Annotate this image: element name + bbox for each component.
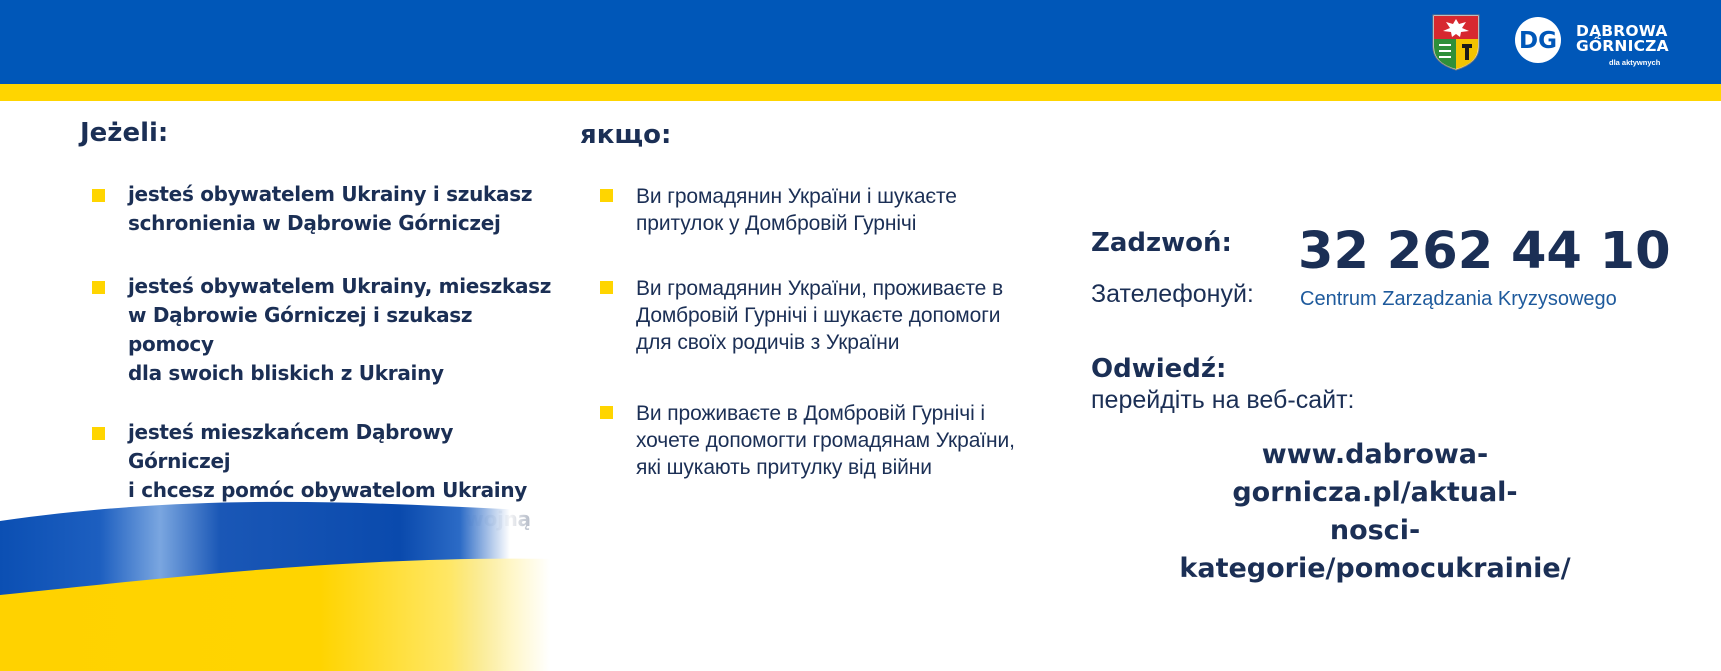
- crisis-center-name: Centrum Zarządzania Kryzysowego: [1300, 288, 1617, 310]
- visit-label-ukrainian: перейдіть на веб-сайт:: [1091, 386, 1355, 414]
- bullet-icon: [600, 406, 613, 419]
- dabrowa-gornicza-logo: [1514, 16, 1674, 68]
- bullet-icon: [600, 281, 613, 294]
- bullet-icon: [600, 189, 613, 202]
- top-yellow-stripe: [0, 84, 1721, 101]
- ukrainian-list: [600, 183, 1070, 481]
- logo-monogram: DG: [1519, 28, 1557, 54]
- polish-list: [92, 180, 562, 534]
- item-line: jesteś mieszkańcem Dąbrowy Górniczej: [128, 420, 454, 473]
- logo-name: [1576, 24, 1669, 54]
- list-item: [92, 272, 562, 388]
- item-line: які шукають притулку від війни: [636, 456, 932, 479]
- bullet-icon: [92, 189, 105, 202]
- website-link-line1: www.dabrowa-gornicza.pl/aktual-: [1232, 439, 1518, 508]
- item-line: хочете допомогти громадянам України,: [636, 429, 1015, 452]
- list-item: [600, 275, 1070, 356]
- list-item: [600, 183, 1070, 237]
- item-line: Ви проживаєте в Домбровій Гурнічі і: [636, 402, 985, 425]
- item-line: притулок у Домбровій Гурнічі: [636, 212, 917, 235]
- item-line: Ви громадянин України і шукаєте: [636, 185, 957, 208]
- item-line: dla swoich bliskich z Ukrainy: [128, 361, 444, 385]
- heading-ukrainian: якщо:: [580, 120, 672, 150]
- item-line: i chcesz pomóc obywatelom Ukrainy: [128, 478, 528, 502]
- item-line: Ви громадянин України, проживаєте в: [636, 277, 1004, 300]
- ukrainian-flag-wave: [0, 495, 1721, 671]
- logo-name-line2: GÓRNICZA: [1576, 37, 1669, 55]
- bullet-icon: [92, 281, 105, 294]
- logo-name-line1: DĄBROWA: [1576, 22, 1668, 40]
- dg-logo-icon: [1514, 16, 1562, 64]
- visit-label: Odwiedź:: [1091, 354, 1227, 384]
- logo-tagline: dla aktywnych: [1609, 58, 1661, 67]
- item-line: Домбровій Гурнічі і шукаєте допомоги: [636, 304, 1001, 327]
- website-link-line2: nosci-kategorie/pomocukrainie/: [1179, 515, 1571, 584]
- list-item: [92, 180, 562, 238]
- item-line: schronienia w Dąbrowie Górniczej: [128, 211, 501, 235]
- coat-of-arms-icon: [1431, 13, 1481, 71]
- phone-number[interactable]: 32 262 44 10: [1298, 222, 1671, 281]
- call-label: Zadzwoń:: [1091, 228, 1232, 258]
- item-line: для своїх родичів з України: [636, 331, 900, 354]
- item-line: jesteś obywatelem Ukrainy, mieszkasz: [128, 274, 552, 298]
- bullet-icon: [92, 427, 105, 440]
- item-line: jesteś obywatelem Ukrainy i szukasz: [128, 182, 533, 206]
- item-line: w Dąbrowie Górniczej i szukasz pomocy: [128, 303, 473, 356]
- heading-polish: Jeżeli:: [80, 118, 169, 148]
- call-label-ukrainian: Зателефонуй:: [1091, 280, 1254, 308]
- list-item: [600, 400, 1070, 481]
